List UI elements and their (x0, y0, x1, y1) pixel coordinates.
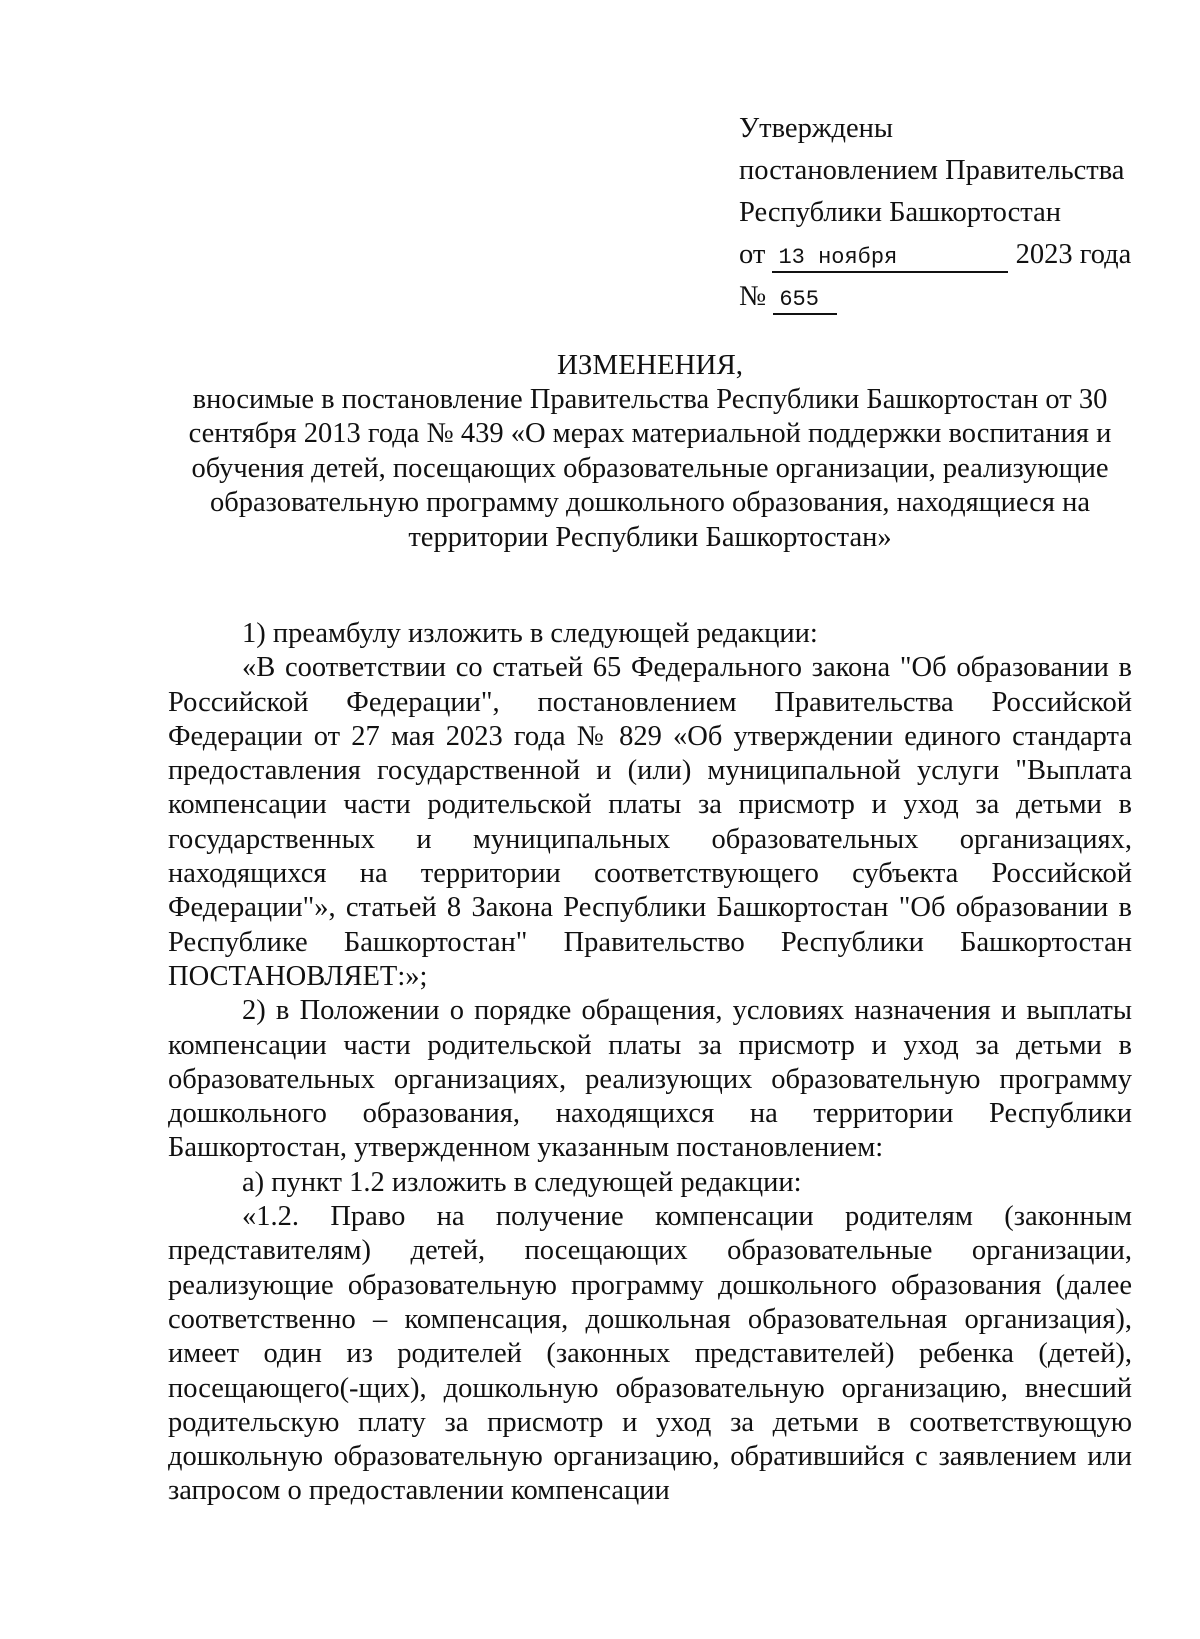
date-suffix: 2023 года (1015, 239, 1132, 270)
paragraph-preamble-intro: 1) преамбулу изложить в следующей редакции: (242, 618, 818, 649)
paragraph-preamble-text: «В соответствии со статьей 65 Федерального закона "Об образовании в Российской Федерации", постановлением Правительства Российской Федерации от 27 мая 2023 года № 829 «Об утверждении единого стандарта предоставления государственной и (или) муниципальной услуги "Выплата компенсации части родительской платы за присмотр и уход за детьми в государственных и муниципальных образовательных организациях, находящихся на территории соответствующего субъекта Российской Федерации"», статьей 8 Закона Республики Башкортостан "Об образовании в Республике Башкортостан" Правительство Республики Башкортостан ПОСТАНОВЛЯЕТ:»; (168, 652, 1132, 992)
date-value: 13 ноября (772, 245, 1008, 273)
approval-number-row (739, 276, 1159, 318)
approval-stamp-block (739, 108, 1159, 318)
paragraph-item-1-2-text: «1.2. Право на получение компенсации родителям (законным представителям) детей, посещающих образовательные организации, реализующие образовательную программу дошкольного образования (далее соответственно – компенсация, дошкольная образовательная организация), имеет один из родителей (законных представителей) ребенка (детей), посещающего(-щих), дошкольную образовательную организацию, внесший родительскую плату за присмотр и уход за детьми в соответствующую дошкольную образовательную организацию, обратившийся с заявлением или запросом о предоставлении компенсации (168, 1201, 1132, 1507)
approval-line-2: постановлением Правительства (739, 155, 1125, 186)
document-subtitle: вносимые в постановление Правительства Республики Башкортостан от 30 сентября 2013 года № 439 «О мерах материальной поддержки воспитания и обучения детей, посещающих образовательные организации, реализующие образовательную программу дошкольного образования, находящиеся на территории Республики Башкортостан» (188, 383, 1112, 553)
approval-date-row (739, 234, 1159, 276)
paragraph-item-1-2-intro: а) пункт 1.2 изложить в следующей редакции: (242, 1166, 802, 1198)
document-title: ИЗМЕНЕНИЯ, (556, 349, 744, 381)
document-body (168, 617, 1132, 1509)
document-heading (160, 348, 1140, 555)
approval-line-1: Утверждены (739, 113, 894, 144)
date-prefix: от (739, 239, 766, 270)
number-prefix: № (739, 281, 767, 312)
approval-line-3: Республики Башкортостан (739, 197, 1061, 228)
number-value: 655 (773, 287, 837, 315)
paragraph-regulation-changes: 2) в Положении о порядке обращения, условиях назначения и выплаты компенсации части родительской платы за присмотр и уход за детьми в образовательных организациях, реализующих образовательную программу дошкольного образования, находящихся на территории Республики Башкортостан, утвержденном указанным постановлением: (168, 995, 1132, 1164)
